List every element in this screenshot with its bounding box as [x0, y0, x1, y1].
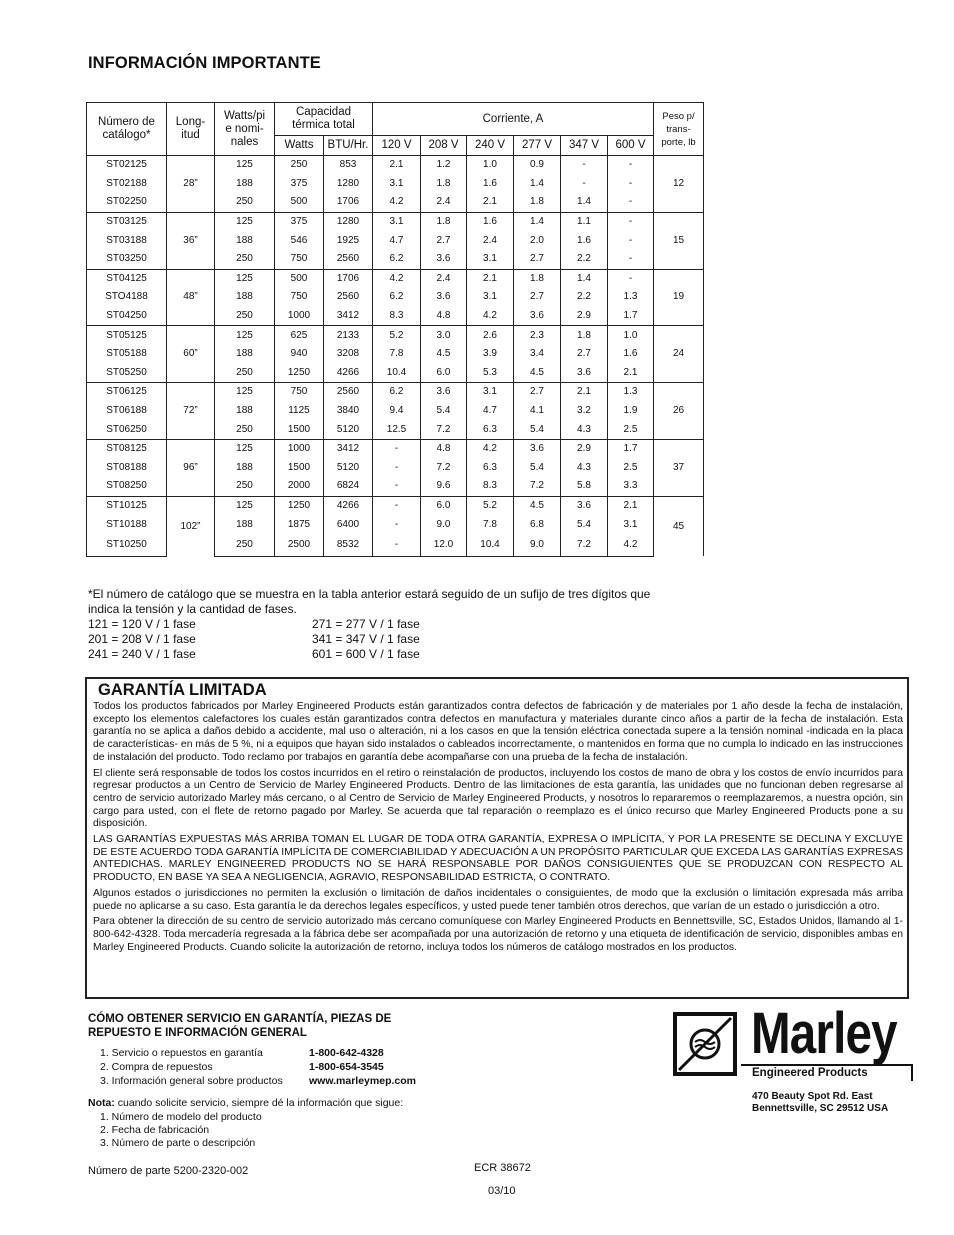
table-row: [87, 156, 704, 175]
catalog-cell: ST08250: [87, 477, 167, 496]
amps-347v-cell: 3.6: [561, 364, 608, 383]
part-number: Número de parte 5200-2320-002: [88, 1165, 249, 1177]
amps-120v-cell: 4.2: [373, 269, 421, 288]
service-item-label: 1. Servicio o repuestos en garantía: [100, 1047, 263, 1059]
catalog-cell: ST08188: [87, 459, 167, 478]
amps-208v-cell: 4.8: [421, 439, 467, 458]
logo-subtitle: Engineered Products: [752, 1067, 868, 1079]
watts-nominal-cell: 188: [215, 459, 275, 478]
amps-277v-cell: 2.3: [514, 326, 561, 345]
table-row: [87, 212, 704, 231]
amps-277v-cell: 4.5: [514, 496, 561, 515]
catalog-cell: STO4188: [87, 288, 167, 307]
footnote-code: 341 = 347 V / 1 fase: [312, 632, 420, 646]
amps-240v-cell: 7.8: [467, 515, 514, 534]
amps-277v-cell: 5.4: [514, 420, 561, 439]
amps-240v-cell: 3.1: [467, 383, 514, 402]
amps-208v-cell: 2.7: [421, 231, 467, 250]
watts-nominal-cell: 188: [215, 288, 275, 307]
amps-347v-cell: 2.2: [561, 288, 608, 307]
marley-emblem-icon: [673, 1012, 737, 1076]
amps-240v-cell: 1.6: [467, 175, 514, 194]
btu-cell: 5120: [324, 459, 373, 478]
amps-120v-cell: 2.1: [373, 156, 421, 175]
amps-120v-cell: 8.3: [373, 307, 421, 326]
footnote-code: 271 = 277 V / 1 fase: [312, 617, 420, 631]
watts-cell: 1250: [275, 496, 324, 515]
watts-nominal-cell: 125: [215, 269, 275, 288]
length-cell: 102”: [167, 496, 215, 556]
service-phone-link[interactable]: 1-800-642-4328: [309, 1047, 384, 1059]
service-item-label: 2. Compra de repuestos: [100, 1061, 213, 1073]
note-item: 1. Número de modelo del producto: [100, 1111, 262, 1123]
table-row: [87, 496, 704, 515]
watts-cell: 1500: [275, 420, 324, 439]
btu-cell: 3412: [324, 307, 373, 326]
watts-cell: 940: [275, 345, 324, 364]
length-cell: 96”: [167, 439, 215, 496]
amps-600v-cell: -: [608, 175, 654, 194]
warranty-box: [85, 677, 909, 999]
watts-nominal-cell: 188: [215, 175, 275, 194]
length-cell: 72”: [167, 383, 215, 440]
catalog-cell: ST10250: [87, 534, 167, 557]
watts-cell: 1875: [275, 515, 324, 534]
amps-600v-cell: 1.9: [608, 402, 654, 421]
btu-cell: 2560: [324, 288, 373, 307]
footnote-code: 121 = 120 V / 1 fase: [88, 617, 196, 631]
catalog-cell: ST05188: [87, 345, 167, 364]
amps-600v-cell: 3.3: [608, 477, 654, 496]
length-cell: 60”: [167, 326, 215, 383]
address-line-1: 470 Beauty Spot Rd. East: [752, 1091, 873, 1102]
watts-nominal-cell: 125: [215, 156, 275, 175]
header-length: Long- itud: [167, 103, 215, 156]
amps-120v-cell: 6.2: [373, 288, 421, 307]
warranty-paragraph: Para obtener la dirección de su centro de servicio autorizado más cercano comuníquese con Marley Engineered Products en Bennettsville, SC, Estados Unidos, llamando al 1-800-642-4328. Toda mercadería regresada a la fábrica debe ser acompañada por una autorización de retorno y una etiqueta de identificación de servicio, disponibles ambas en Marley Engineered Products. Cuando solicite la autorización de retorno, incluya todos los números de catálogo mostrados en los productos.: [93, 916, 903, 953]
weight-cell: 12: [654, 156, 704, 213]
amps-208v-cell: 1.2: [421, 156, 467, 175]
amps-240v-cell: 6.3: [467, 459, 514, 478]
header-capacity: Capacidad térmica total: [275, 103, 373, 136]
catalog-cell: ST03188: [87, 231, 167, 250]
amps-277v-cell: 1.8: [514, 193, 561, 212]
parts-phone-link[interactable]: 1-800-654-3545: [309, 1061, 384, 1073]
marley-logo-wordmark: Marley: [751, 1001, 897, 1066]
weight-cell: 15: [654, 212, 704, 269]
amps-600v-cell: -: [608, 269, 654, 288]
watts-cell: 2500: [275, 534, 324, 557]
amps-240v-cell: 4.2: [467, 439, 514, 458]
amps-600v-cell: 1.3: [608, 383, 654, 402]
page-title: INFORMACIÓN IMPORTANTE: [88, 54, 321, 72]
amps-208v-cell: 2.4: [421, 269, 467, 288]
btu-cell: 1280: [324, 212, 373, 231]
watts-cell: 1125: [275, 402, 324, 421]
amps-600v-cell: 1.6: [608, 345, 654, 364]
amps-208v-cell: 4.8: [421, 307, 467, 326]
catalog-cell: ST04250: [87, 307, 167, 326]
header-277v: 277 V: [514, 136, 561, 156]
footnote-code: 241 = 240 V / 1 fase: [88, 647, 196, 661]
amps-347v-cell: 1.8: [561, 326, 608, 345]
watts-nominal-cell: 188: [215, 231, 275, 250]
amps-120v-cell: 4.2: [373, 193, 421, 212]
amps-208v-cell: 3.6: [421, 250, 467, 269]
amps-347v-cell: 2.9: [561, 439, 608, 458]
watts-cell: 2000: [275, 477, 324, 496]
amps-600v-cell: 1.7: [608, 307, 654, 326]
watts-cell: 1250: [275, 364, 324, 383]
watts-cell: 750: [275, 250, 324, 269]
btu-cell: 1706: [324, 193, 373, 212]
watts-nominal-cell: 125: [215, 326, 275, 345]
btu-cell: 1280: [324, 175, 373, 194]
amps-120v-cell: 3.1: [373, 212, 421, 231]
amps-600v-cell: -: [608, 231, 654, 250]
btu-cell: 8532: [324, 534, 373, 557]
catalog-cell: ST05125: [87, 326, 167, 345]
amps-240v-cell: 8.3: [467, 477, 514, 496]
table-row: [87, 269, 704, 288]
amps-347v-cell: -: [561, 156, 608, 175]
table-row: [87, 326, 704, 345]
amps-347v-cell: 2.2: [561, 250, 608, 269]
amps-277v-cell: 9.0: [514, 534, 561, 557]
amps-347v-cell: 1.4: [561, 269, 608, 288]
note-label: Nota:: [88, 1097, 115, 1109]
amps-600v-cell: 2.1: [608, 364, 654, 383]
amps-600v-cell: -: [608, 193, 654, 212]
btu-cell: 2133: [324, 326, 373, 345]
amps-277v-cell: 7.2: [514, 477, 561, 496]
amps-347v-cell: 2.1: [561, 383, 608, 402]
btu-cell: 3412: [324, 439, 373, 458]
spec-table: [86, 102, 704, 557]
watts-cell: 1500: [275, 459, 324, 478]
amps-277v-cell: 4.5: [514, 364, 561, 383]
amps-347v-cell: 5.4: [561, 515, 608, 534]
watts-nominal-cell: 188: [215, 402, 275, 421]
service-heading: [88, 1012, 391, 1040]
weight-cell: 45: [654, 496, 704, 556]
service-note: [88, 1097, 403, 1110]
amps-208v-cell: 4.5: [421, 345, 467, 364]
address-line-2: Bennettsville, SC 29512 USA: [752, 1103, 889, 1114]
header-600v: 600 V: [608, 136, 654, 156]
footnote-line-1: *El número de catálogo que se muestra en la tabla anterior estará seguido de un sufijo de tres dígitos que: [88, 587, 651, 601]
header-weight: Peso p/ trans- porte, lb: [654, 103, 704, 156]
btu-cell: 3840: [324, 402, 373, 421]
service-item-label: 3. Información general sobre productos: [100, 1075, 283, 1087]
amps-277v-cell: 2.7: [514, 288, 561, 307]
warranty-paragraph: Algunos estados o jurisdicciones no permiten la exclusión o limitación de daños incidentales o consiguientes, de modo que la exclusión o limitación expresada más arriba puede no aplicarse a su caso. Esta garantía le da derechos legales específicos, y usted puede tener también otros derechos, que varían de un estado o jurisdicción a otro.: [93, 887, 903, 912]
amps-120v-cell: 7.8: [373, 345, 421, 364]
amps-347v-cell: 4.3: [561, 420, 608, 439]
weight-cell: 37: [654, 439, 704, 496]
amps-240v-cell: 3.1: [467, 288, 514, 307]
amps-600v-cell: 2.5: [608, 420, 654, 439]
amps-277v-cell: 3.4: [514, 345, 561, 364]
amps-240v-cell: 3.9: [467, 345, 514, 364]
spec-table-body: [87, 156, 704, 557]
table-row: [87, 383, 704, 402]
weight-cell: 19: [654, 269, 704, 326]
amps-208v-cell: 7.2: [421, 459, 467, 478]
warranty-paragraph: El cliente será responsable de todos los costos incurridos en el retiro o reinstalación de productos, incluyendo los costos de mano de obra y los costos de envío incurridos para regresar productos a un Centro de Servicio de Marley Engineered Products. Dentro de las limitaciones de esta garantía, las unidades que no funcionan deben regresarse al centro de servicio autorizado Marley más cercano, o al Centro de Servicio de Marley Engineered Products, y nosotros lo repararemos o reemplazaremos, a nuestra opción, sin cargo para usted, con el flete de retorno pagado por Marley. Se acuerda que tal reparación o reemplazo es el único recurso que Marley Engineered Products pone a su disposición.: [93, 767, 903, 830]
ecr-number: ECR 38672: [474, 1162, 531, 1174]
amps-208v-cell: 1.8: [421, 175, 467, 194]
warranty-paragraph: LAS GARANTÍAS EXPUESTAS MÁS ARRIBA TOMAN EL LUGAR DE TODA OTRA GARANTÍA, EXPRESA O IMPLÍCITA, Y POR LA PRESENTE SE DECLINA Y EXCLUYE DE ESTE ACUERDO TODA GARANTÍA IMPLÍCITA DE COMERCIABILIDAD Y ADECUACIÓN A UN PROPÓSITO PARTICULAR QUE EXCEDA LAS GARANTÍAS EXPRESAS ANTEDICHAS. MARLEY ENGINEERED PRODUCTS NO SE HARÁ RESPONSABLE POR DAÑOS CONSIGUIENTES QUE SE PRODUZCAN CON RESPECTO AL PRODUCTO, EN BASE YA SEA A NEGLIGENCIA, AGRAVIO, RESPONSABILIDAD ESTRICTA, O CONTRATO.: [93, 834, 903, 884]
service-heading-line-1: CÓMO OBTENER SERVICIO EN GARANTÍA, PIEZAS DE: [88, 1013, 392, 1025]
catalog-cell: ST02188: [87, 175, 167, 194]
watts-nominal-cell: 125: [215, 496, 275, 515]
weight-cell: 24: [654, 326, 704, 383]
btu-cell: 4266: [324, 364, 373, 383]
amps-208v-cell: 7.2: [421, 420, 467, 439]
footnote-line-2: indica la tensión y la cantidad de fases.: [88, 602, 297, 616]
warranty-title: GARANTÍA LIMITADA: [98, 681, 267, 699]
btu-cell: 5120: [324, 420, 373, 439]
footnote-code: 201 = 208 V / 1 fase: [88, 632, 196, 646]
amps-277v-cell: 4.1: [514, 402, 561, 421]
website-link[interactable]: www.marleymep.com: [309, 1075, 416, 1087]
amps-347v-cell: 3.6: [561, 496, 608, 515]
note-item: 2. Fecha de fabricación: [100, 1124, 210, 1136]
amps-277v-cell: 1.8: [514, 269, 561, 288]
watts-nominal-cell: 188: [215, 345, 275, 364]
watts-nominal-cell: 188: [215, 515, 275, 534]
amps-240v-cell: 2.1: [467, 269, 514, 288]
amps-240v-cell: 6.3: [467, 420, 514, 439]
amps-600v-cell: 4.2: [608, 534, 654, 557]
btu-cell: 3208: [324, 345, 373, 364]
catalog-cell: ST10125: [87, 496, 167, 515]
amps-240v-cell: 2.6: [467, 326, 514, 345]
header-120v: 120 V: [373, 136, 421, 156]
watts-nominal-cell: 125: [215, 439, 275, 458]
amps-120v-cell: 6.2: [373, 250, 421, 269]
amps-277v-cell: 2.7: [514, 383, 561, 402]
amps-240v-cell: 2.4: [467, 231, 514, 250]
catalog-cell: ST05250: [87, 364, 167, 383]
catalog-cell: ST06125: [87, 383, 167, 402]
btu-cell: 1925: [324, 231, 373, 250]
amps-277v-cell: 6.8: [514, 515, 561, 534]
amps-120v-cell: -: [373, 515, 421, 534]
watts-cell: 375: [275, 212, 324, 231]
amps-347v-cell: 5.8: [561, 477, 608, 496]
btu-cell: 853: [324, 156, 373, 175]
amps-347v-cell: -: [561, 175, 608, 194]
amps-600v-cell: -: [608, 156, 654, 175]
header-240v: 240 V: [467, 136, 514, 156]
amps-208v-cell: 9.6: [421, 477, 467, 496]
watts-nominal-cell: 125: [215, 212, 275, 231]
length-cell: 36”: [167, 212, 215, 269]
watts-cell: 546: [275, 231, 324, 250]
amps-120v-cell: 12.5: [373, 420, 421, 439]
catalog-cell: ST04125: [87, 269, 167, 288]
catalog-cell: ST10188: [87, 515, 167, 534]
watts-nominal-cell: 250: [215, 364, 275, 383]
amps-120v-cell: -: [373, 459, 421, 478]
amps-120v-cell: 10.4: [373, 364, 421, 383]
catalog-cell: ST08125: [87, 439, 167, 458]
header-watts-nominal: Watts/pi e nomi- nales: [215, 103, 275, 156]
amps-208v-cell: 6.0: [421, 364, 467, 383]
amps-240v-cell: 1.6: [467, 212, 514, 231]
amps-347v-cell: 1.6: [561, 231, 608, 250]
amps-240v-cell: 10.4: [467, 534, 514, 557]
length-cell: 48”: [167, 269, 215, 326]
amps-347v-cell: 4.3: [561, 459, 608, 478]
catalog-cell: ST03250: [87, 250, 167, 269]
amps-240v-cell: 5.2: [467, 496, 514, 515]
amps-277v-cell: 1.4: [514, 175, 561, 194]
catalog-cell: ST06188: [87, 402, 167, 421]
amps-600v-cell: 1.7: [608, 439, 654, 458]
amps-277v-cell: 2.0: [514, 231, 561, 250]
catalog-cell: ST02250: [87, 193, 167, 212]
btu-cell: 6400: [324, 515, 373, 534]
watts-cell: 250: [275, 156, 324, 175]
amps-347v-cell: 3.2: [561, 402, 608, 421]
watts-cell: 625: [275, 326, 324, 345]
amps-208v-cell: 3.6: [421, 288, 467, 307]
header-current: Corriente, A: [373, 103, 654, 136]
watts-cell: 500: [275, 269, 324, 288]
watts-nominal-cell: 125: [215, 383, 275, 402]
warranty-paragraph: Todos los productos fabricados por Marley Engineered Products están garantizados contra defectos de fabricación y de materiales por 1 año desde la fecha de instalación, excepto los elementos calefactores los cuales están garantizados contra defectos en manufactura y materiales durante cinco años a partir de la fecha de instalación. Esta garantía no se aplica a daños debido a accidente, mal uso o alteración, ni a los casos en que la tensión eléctrica conectada supere a la tensión nominal -indicada en la placa de características- en más de 5 %, ni a equipos que hayan sido instalados o cableados incorrectamente, o mantenidos en forma que no cumpla lo indicado en las instrucciones de instalación del producto. Todo reclamo por trabajos en garantía debe acompañarse con una prueba de la fecha de instalación.: [93, 701, 903, 763]
watts-cell: 750: [275, 288, 324, 307]
amps-600v-cell: 2.5: [608, 459, 654, 478]
amps-347v-cell: 2.7: [561, 345, 608, 364]
note-item: 3. Número de parte o descripción: [100, 1137, 256, 1149]
amps-600v-cell: 3.1: [608, 515, 654, 534]
service-heading-line-2: REPUESTO E INFORMACIÓN GENERAL: [88, 1027, 307, 1039]
header-208v: 208 V: [421, 136, 467, 156]
amps-208v-cell: 5.4: [421, 402, 467, 421]
catalog-cell: ST06250: [87, 420, 167, 439]
watts-nominal-cell: 250: [215, 250, 275, 269]
amps-277v-cell: 3.6: [514, 439, 561, 458]
amps-240v-cell: 2.1: [467, 193, 514, 212]
watts-cell: 375: [275, 175, 324, 194]
amps-347v-cell: 2.9: [561, 307, 608, 326]
btu-cell: 2560: [324, 383, 373, 402]
amps-347v-cell: 1.1: [561, 212, 608, 231]
amps-120v-cell: 5.2: [373, 326, 421, 345]
watts-cell: 750: [275, 383, 324, 402]
watts-cell: 1000: [275, 307, 324, 326]
amps-120v-cell: -: [373, 439, 421, 458]
amps-240v-cell: 3.1: [467, 250, 514, 269]
watts-nominal-cell: 250: [215, 307, 275, 326]
amps-600v-cell: 1.3: [608, 288, 654, 307]
amps-120v-cell: 9.4: [373, 402, 421, 421]
amps-600v-cell: 2.1: [608, 496, 654, 515]
amps-120v-cell: -: [373, 534, 421, 557]
amps-120v-cell: 3.1: [373, 175, 421, 194]
watts-nominal-cell: 250: [215, 420, 275, 439]
amps-120v-cell: -: [373, 477, 421, 496]
amps-277v-cell: 5.4: [514, 459, 561, 478]
btu-cell: 6824: [324, 477, 373, 496]
amps-208v-cell: 12.0: [421, 534, 467, 557]
watts-cell: 500: [275, 193, 324, 212]
amps-277v-cell: 2.7: [514, 250, 561, 269]
catalog-cell: ST03125: [87, 212, 167, 231]
header-catalog: Número de catálogo*: [87, 103, 167, 156]
amps-240v-cell: 4.7: [467, 402, 514, 421]
amps-208v-cell: 6.0: [421, 496, 467, 515]
header-347v: 347 V: [561, 136, 608, 156]
amps-277v-cell: 3.6: [514, 307, 561, 326]
btu-cell: 4266: [324, 496, 373, 515]
amps-347v-cell: 7.2: [561, 534, 608, 557]
watts-cell: 1000: [275, 439, 324, 458]
length-cell: 28”: [167, 156, 215, 213]
watts-nominal-cell: 250: [215, 534, 275, 557]
watts-nominal-cell: 250: [215, 477, 275, 496]
catalog-cell: ST02125: [87, 156, 167, 175]
amps-277v-cell: 0.9: [514, 156, 561, 175]
header-btu: BTU/Hr.: [324, 136, 373, 156]
amps-600v-cell: -: [608, 212, 654, 231]
amps-120v-cell: -: [373, 496, 421, 515]
amps-208v-cell: 9.0: [421, 515, 467, 534]
btu-cell: 1706: [324, 269, 373, 288]
amps-208v-cell: 3.6: [421, 383, 467, 402]
table-row: [87, 439, 704, 458]
weight-cell: 26: [654, 383, 704, 440]
amps-240v-cell: 4.2: [467, 307, 514, 326]
amps-120v-cell: 4.7: [373, 231, 421, 250]
amps-208v-cell: 1.8: [421, 212, 467, 231]
amps-277v-cell: 1.4: [514, 212, 561, 231]
btu-cell: 2560: [324, 250, 373, 269]
amps-208v-cell: 3.0: [421, 326, 467, 345]
amps-240v-cell: 5.3: [467, 364, 514, 383]
amps-600v-cell: -: [608, 250, 654, 269]
footnote-code: 601 = 600 V / 1 fase: [312, 647, 420, 661]
watts-nominal-cell: 250: [215, 193, 275, 212]
note-text: cuando solicite servicio, siempre dé la información que sigue:: [114, 1097, 404, 1109]
amps-600v-cell: 1.0: [608, 326, 654, 345]
amps-208v-cell: 2.4: [421, 193, 467, 212]
amps-347v-cell: 1.4: [561, 193, 608, 212]
header-watts: Watts: [275, 136, 324, 156]
amps-120v-cell: 6.2: [373, 383, 421, 402]
amps-240v-cell: 1.0: [467, 156, 514, 175]
revision-date: 03/10: [488, 1185, 516, 1197]
